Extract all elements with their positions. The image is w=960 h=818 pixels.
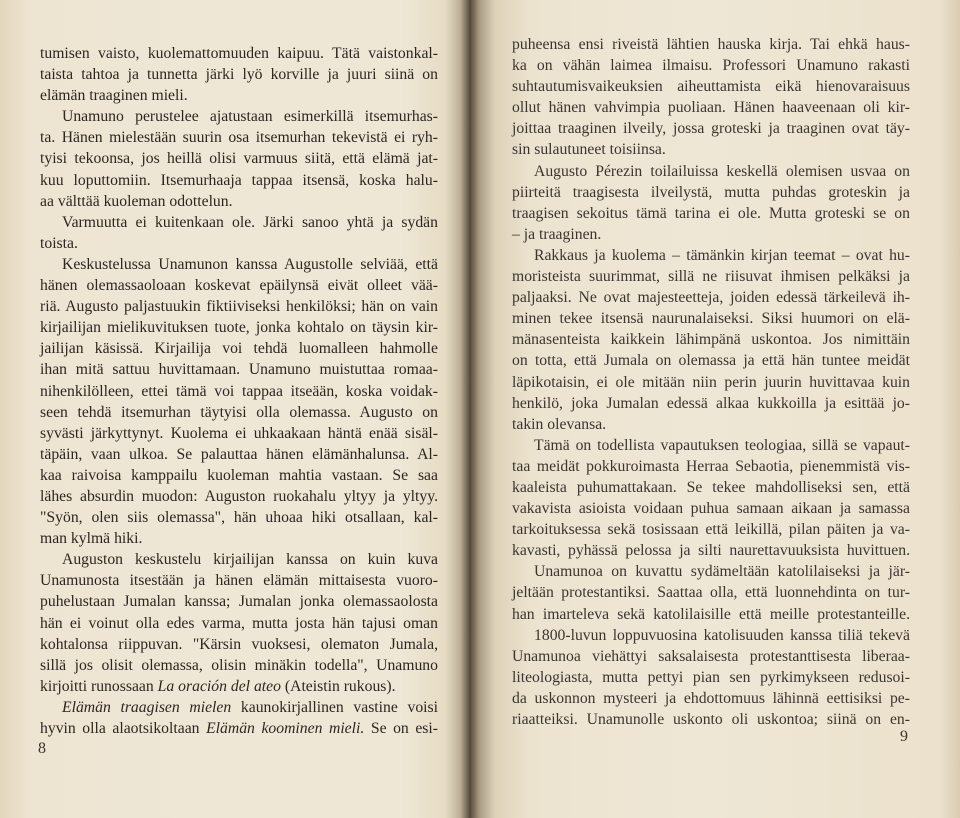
text-line: vakavista asioista voidaan puhua samaan aikaan ja samassa — [512, 500, 910, 518]
text-line: han imarteleva sekä katolilaisille että meille protestanteille. — [512, 605, 910, 623]
left-page-number: 8 — [38, 740, 46, 757]
text-line: jailijan käsissä. Kirjailija voi tehdä luomalleen hahmolle — [40, 340, 438, 358]
text-line: läpikotaisin, ei ole mitään niin perin juurin huvittavaa kuin — [512, 373, 910, 391]
text-line: Augusto Pérezin toilailuissa keskellä olemisen usvaa on — [534, 162, 910, 180]
text-line: tarkoituksessa sekä tosissaan että leikillä, pilan päiten ja va- — [512, 521, 910, 539]
text-line: kuu loputtomiin. Itsemurhaaja tappaa itsensä, koska halu- — [40, 171, 438, 189]
italic-title: Elämän koominen mieli. — [206, 720, 365, 737]
text-line: suhtautumisvaikeuksien aiheuttamista eikä hienovaraisuus — [512, 78, 910, 96]
text-line: takin olevansa. — [512, 415, 607, 433]
text-line: kaaleista puhumattakaan. Se tekee mahdolliseksi sen, että — [512, 478, 910, 496]
text-line: ka on vähän laimea ilmaisu. Professori Unamuno rakasti — [512, 57, 910, 75]
left-page-text — [40, 43, 438, 739]
text-line: piirteitä traagisesta ilveilystä, mutta puhdas groteskin ja — [512, 183, 910, 201]
text-line: Varmuutta ei kuitenkaan ole. Järki sanoo yhtä ja sydän — [62, 213, 438, 231]
text-line: Tämä on todellista vapautuksen teologiaa, sillä se vapaut- — [534, 436, 910, 454]
text-line: lähes absurdin muodon: Auguston ruokahalu yltyy ja yltyy. — [40, 487, 438, 505]
text-line: kirjailijan mielikuvituksen tuote, jonka kohtalo on täysin kir- — [40, 319, 438, 337]
text-line: 1800-luvun loppuvuosina katolisuuden kanssa tiliä tekevä — [534, 626, 910, 644]
text-span: (Ateistin rukous). — [280, 677, 396, 695]
text-line: traagisen sekoitus tämä tarina ei ole. Mutta groteski se on — [512, 204, 910, 222]
text-line: taa meidät pokkuroimasta Herraa Sebaotia, pienemmistä vis- — [512, 457, 910, 475]
text-line: moristeista suurimmat, sillä ne riisuvat ihmisen pelkäksi ja — [512, 268, 910, 286]
text-line: kavasti, pyhässä pelossa ja silti naurettavuuksista huvittuen. — [512, 542, 910, 560]
text-line: toista. — [40, 234, 78, 252]
text-span: Se on esi- — [364, 720, 438, 737]
text-line: seen tehdä itsemurhan täytyisi olla olemassa. Augusto on — [40, 403, 438, 421]
text-line: jeltään protestantiksi. Saattaa olla, että luonnehdinta on tur- — [512, 584, 910, 602]
text-line: Unamunosta itsestään ja hänen elämän mittaisesta vuoro- — [40, 572, 438, 590]
italic-title: La oración del ateo — [157, 677, 281, 695]
text-line: on totta, että Jumala on olemassa ja että hän tuntee meidät — [512, 352, 910, 370]
text-line: man kylmä hiki. — [40, 530, 143, 548]
text-line: kaa raivoisa kamppailu kuoleman mahtia vastaan. Se saa — [40, 466, 438, 484]
text-line: Unamunoa on kuvattu sydämeltään katolilaiseksi ja jär- — [534, 563, 910, 581]
text-line: sin sulautuneet toisiinsa. — [512, 141, 666, 159]
text-line: nihenkilölleen, ettei tämä voi tappaa itseään, koska voidak- — [40, 382, 438, 400]
text-line: liteologiasta, mutta pettyi pian sen pyrkimykseen redusoi- — [512, 668, 910, 686]
text-line: puheensa ensi riveistä lähtien hauska kirja. Tai ehkä haus- — [512, 36, 910, 53]
text-line: Keskustelussa Unamunon kanssa Augustolle selviää, että — [62, 255, 438, 273]
text-line: ollut hänen vahvimpia puoliaan. Hänen haaveenaan oli kir- — [512, 99, 910, 117]
text-line: riä. Augusto paljastuukin fiktiiviseksi henkilöksi; hän on vain — [40, 298, 438, 316]
right-page-number: 9 — [900, 728, 908, 745]
text-line: tumisen vaisto, kuolemattomuuden kaipuu. Tätä vaistonkal- — [40, 45, 438, 62]
text-line: henkilö, joka Jumalan edessä alkaa kukkoilla ja esittää jo- — [512, 394, 910, 412]
text-line: mänasenteista kaikkein lähimpänä uskontoa. Jos nimittäin — [512, 331, 910, 349]
text-line: ihan mitä sattuu huvittamaan. Unamuno muistuttaa romaa- — [40, 361, 438, 379]
text-span: kaunokirjallinen vastine voisi — [231, 698, 438, 716]
text-line: tyisi tekoonsa, jos heillä olisi varmuus siitä, että elämä jat- — [40, 150, 438, 168]
text-line: syvästi järkyttynyt. Kuolema ei uhkaakaan häntä enää sisäl- — [40, 424, 438, 442]
text-line — [40, 676, 438, 697]
italic-title: Elämän traagisen mielen — [62, 698, 232, 716]
text-line: da uskonnon mysteeri ja ehdottomuus lähinnä eettisiksi pe- — [512, 689, 910, 707]
text-line: puhelustaan Jumalan kanssa; Jumalan jonka olemassaolosta — [40, 593, 438, 611]
text-line — [40, 718, 438, 739]
text-line: ta. Hänen mielestään suurin osa itsemurhan tekevistä ei ryh- — [40, 129, 438, 147]
text-line: taista tahtoa ja tunnetta järki lyö korville ja juuri siinä on — [40, 66, 438, 84]
text-line: täpäin, vaan ulkoa. Se palauttaa hänen elämänhalunsa. Al- — [40, 445, 438, 463]
text-line: Unamuno perustelee ajatustaan esimerkillä itsemurhas- — [62, 108, 438, 126]
text-line — [40, 697, 438, 718]
text-line: joittaa traaginen ilveily, jossa groteski ja traaginen ovat täy- — [512, 120, 910, 138]
text-line: aa välttää kuoleman odottelun. — [40, 192, 233, 210]
text-line: minen tekee itsensä naurunalaiseksi. Siksi huumori on elä- — [512, 310, 910, 328]
text-line: riaatteiksi. Unamunolle uskonto oli uskontoa; siinä on en- — [512, 711, 910, 728]
text-line: Auguston keskustelu kirjailijan kanssa on kuin kuva — [62, 551, 438, 569]
text-span: hyvin olla alaotsikoltaan — [40, 720, 207, 737]
text-line: paljaaksi. Ne ovat majesteetteja, joiden edessä tärkeilevä ih- — [512, 289, 910, 307]
text-line: Rakkaus ja kuolema – tämänkin kirjan teemat – ovat hu- — [534, 246, 910, 264]
text-span: kirjoitti runossaan — [40, 677, 158, 695]
left-page — [0, 0, 470, 818]
right-page — [480, 0, 960, 818]
text-line: hänen olemassaoloaan koskevat epäilynsä eivät olleet vää- — [40, 277, 438, 295]
right-page-text — [512, 34, 910, 730]
text-line: – ja traaginen. — [512, 225, 602, 243]
text-line: kohtalonsa riippuvan. "Kärsin vuoksesi, olematon Jumala, — [40, 635, 438, 653]
text-line: "Syön, olen siis olemassa", hän uhoaa hiki otsallaan, kal- — [40, 509, 438, 527]
text-line: sillä jos olisit olemassa, olisin minäkin todella", Unamuno — [40, 656, 438, 674]
text-line: Unamunoa viehättyi saksalaisesta protestanttisesta liberaa- — [512, 647, 910, 665]
text-line: hän ei voinut olla edes varma, mutta josta hän tajusi oman — [40, 614, 438, 632]
text-line: elämän traaginen mieli. — [40, 87, 188, 105]
